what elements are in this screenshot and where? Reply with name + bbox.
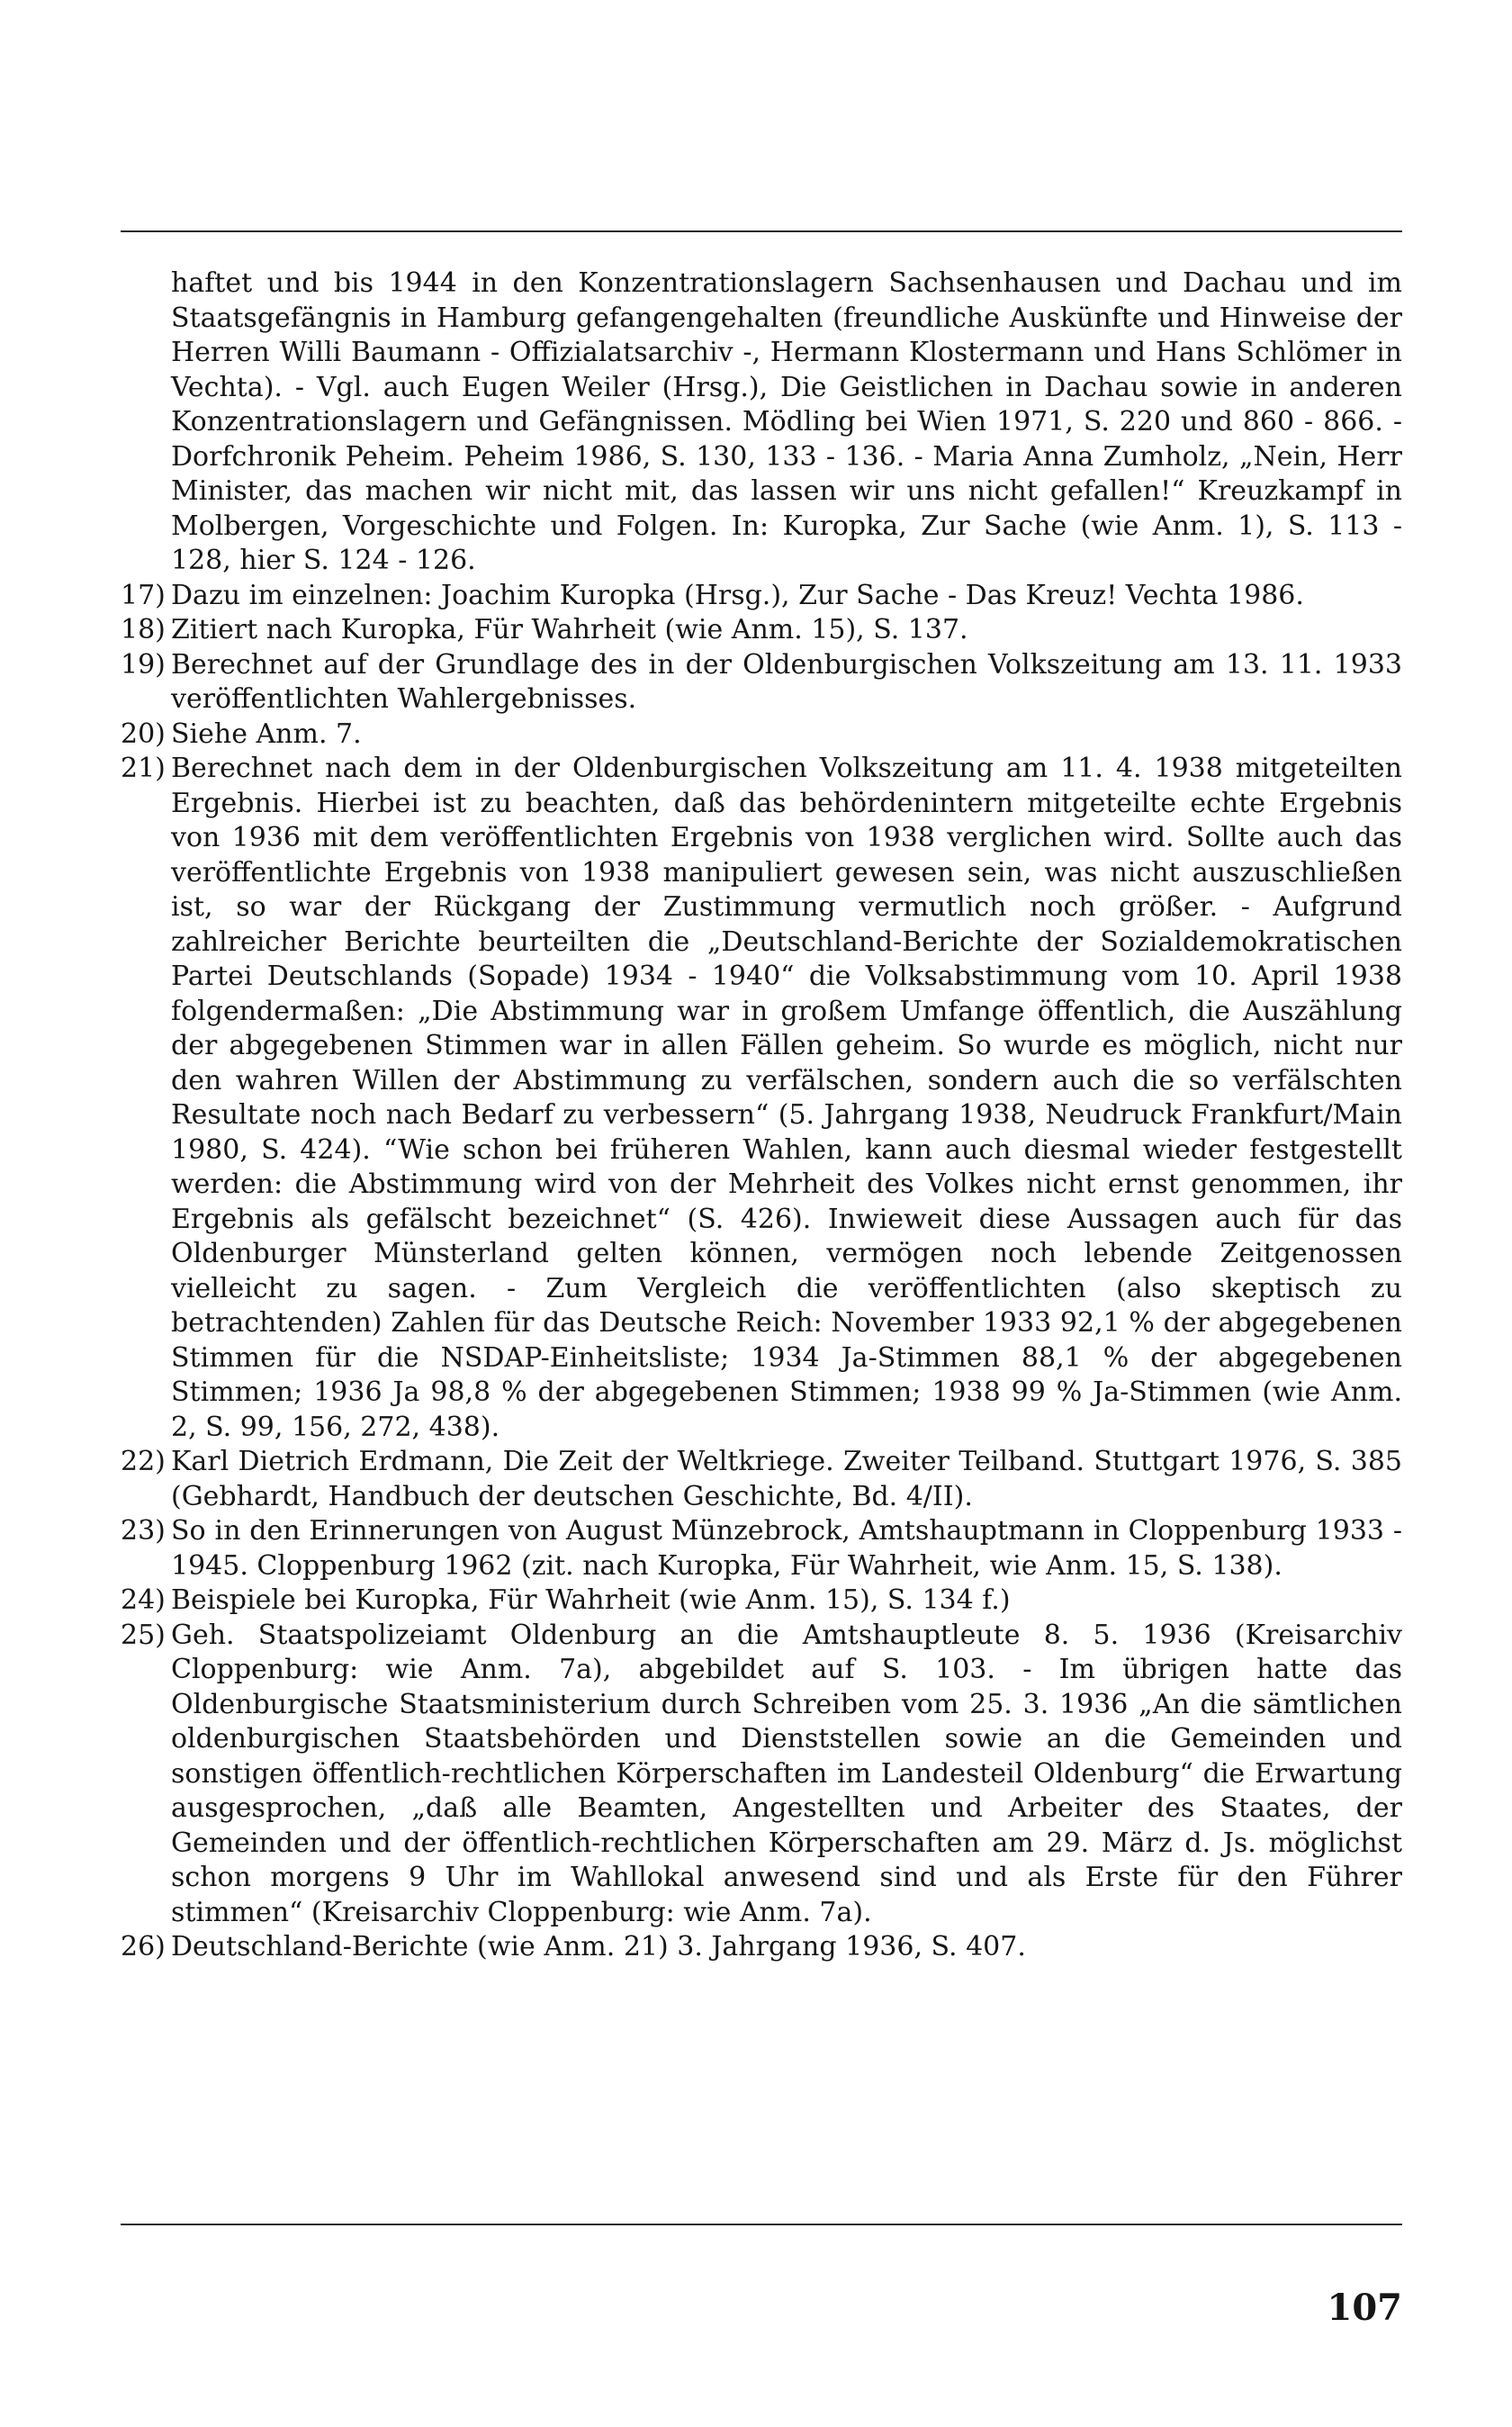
footnote-number: 23) <box>121 1515 166 1547</box>
footnote-number: 24) <box>121 1584 166 1616</box>
footnote-number: 17) <box>121 579 166 611</box>
footnotes <box>121 266 1402 1965</box>
footnote-19 <box>121 648 1402 717</box>
footnote-text: Deutschland-Berichte (wie Anm. 21) 3. Jahrgang 1936, S. 407. <box>171 1931 1026 1962</box>
footnote-21 <box>121 752 1402 1445</box>
footnote-number: 19) <box>121 648 166 681</box>
footnote-number: 26) <box>121 1931 166 1962</box>
footnote-number: 18) <box>121 614 166 645</box>
footnote-26 <box>121 1930 1402 1965</box>
footnote-text: Beispiele bei Kuropka, Für Wahrheit (wie Anm. 15), S. 134 f.) <box>171 1584 1011 1616</box>
footnote-number: 25) <box>121 1619 166 1651</box>
footnote-17 <box>121 579 1402 614</box>
footnote-23 <box>121 1514 1402 1583</box>
footnote-text: Zitiert nach Kuropka, Für Wahrheit (wie Anm. 15), S. 137. <box>171 614 968 645</box>
footnote-text: Karl Dietrich Erdmann, Die Zeit der Weltkriege. Zweiter Teilband. Stuttgart 1976, S. 385 (Gebhardt, Handbuch der deutschen Geschichte, Bd. 4/II). <box>171 1446 1402 1512</box>
bottom-rule <box>121 2224 1402 2225</box>
footnote-24 <box>121 1583 1402 1619</box>
footnote-number: 21) <box>121 753 166 784</box>
footnote-text: haftet und bis 1944 in den Konzentrationslagern Sachsenhausen und Dachau und im Staatsgefängnis in Hamburg gefangengehalten (freundliche Auskünfte und Hinweise der Herren Willi Baumann - Offizialatsarchiv -, Hermann Klostermann und Hans Schlömer in Vechta). - Vgl. auch Eugen Weiler (Hrsg.), Die Geistlichen in Dachau sowie in anderen Konzentrationslagern und Gefängnissen. Mödling bei Wien 1971, S. 220 und 860 - 866. - Dorfchronik Peheim. Peheim 1986, S. 130, 133 - 136. - Maria Anna Zumholz, „Nein, Herr Minister, das machen wir nicht mit, das lassen wir uns nicht gefallen!“ Kreuzkampf in Molbergen, Vorgeschichte und Folgen. In: Kuropka, Zur Sache (wie Anm. 1), S. 113 - 128, hier S. 124 - 126. <box>171 267 1402 576</box>
footnote-number: 22) <box>121 1446 166 1477</box>
footnote-25 <box>121 1619 1402 1931</box>
footnote-20 <box>121 717 1402 753</box>
footnote-text: Berechnet nach dem in der Oldenburgischen Volkszeitung am 11. 4. 1938 mitgeteilten Ergebnis. Hierbei ist zu beachten, daß das behördenintern mitgeteilte echte Ergebnis von 1936 mit dem veröffentlichten Ergebnis von 1938 verglichen wird. Sollte auch das veröffentlichte Ergebnis von 1938 manipuliert gewesen sein, was nicht auszuschließen ist, so war der Rückgang der Zustimmung vermutlich noch größer. - Aufgrund zahlreicher Berichte beurteilten die „Deutschland-Berichte der Sozialdemokratischen Partei Deutschlands (Sopade) 1934 - 1940“ die Volksabstimmung vom 10. April 1938 folgendermaßen: „Die Abstimmung war in großem Umfange öffentlich, die Auszählung der abgegebenen Stimmen war in allen Fällen geheim. So wurde es möglich, nicht nur den wahren Willen der Abstimmung zu verfälschen, sondern auch die so verfälschten Resultate noch nach Bedarf zu verbessern“ (5. Jahrgang 1938, Neudruck Frankfurt/Main 1980, S. 424). “Wie schon bei früheren Wahlen, kann auch diesmal wieder festgestellt werden: die Abstimmung wird von der Mehrheit des Volkes nicht ernst genommen, ihr Ergebnis als gefälscht bezeichnet“ (S. 426). Inwieweit diese Aussagen auch für das Oldenburger Münsterland gelten können, vermögen noch lebende Zeitgenossen vielleicht zu sagen. - Zum Vergleich die veröffentlichten (also skeptisch zu betrachtenden) Zahlen für das Deutsche Reich: November 1933 92,1 % der abgegebenen Stimmen für die NSDAP-Einheitsliste; 1934 Ja-Stimmen 88,1 % der abgegebenen Stimmen; 1936 Ja 98,8 % der abgegebenen Stimmen; 1938 99 % Ja-Stimmen (wie Anm. 2, S. 99, 156, 272, 438). <box>171 753 1402 1443</box>
footnote-text: So in den Erinnerungen von August Münzebrock, Amtshauptmann in Cloppenburg 1933 - 1945. Cloppenburg 1962 (zit. nach Kuropka, Für Wahrheit, wie Anm. 15, S. 138). <box>171 1515 1402 1582</box>
top-rule <box>121 230 1402 232</box>
footnote-18 <box>121 613 1402 648</box>
footnote-number: 20) <box>121 717 166 750</box>
footnote-text: Geh. Staatspolizeiamt Oldenburg an die Amtshauptleute 8. 5. 1936 (Kreisarchiv Cloppenburg: wie Anm. 7a), abgebildet auf S. 103. - Im übrigen hatte das Oldenburgische Staatsministerium durch Schreiben vom 25. 3. 1936 „An die sämtlichen oldenburgischen Staatsbehörden und Dienststellen sowie an die Gemeinden und sonstigen öffentlich-rechtlichen Körperschaften im Landesteil Oldenburg“ die Erwartung ausgesprochen, „daß alle Beamten, Angestellten und Arbeiter des Staates, der Gemeinden und der öffentlich-rechtlichen Körperschaften am 29. März d. Js. möglichst schon morgens 9 Uhr im Wahllokal anwesend sind und als Erste für den Führer stimmen“ (Kreisarchiv Cloppenburg: wie Anm. 7a). <box>171 1619 1402 1928</box>
footnote-text: Dazu im einzelnen: Joachim Kuropka (Hrsg.), Zur Sache - Das Kreuz! Vechta 1986. <box>171 579 1304 611</box>
footnote-text: Berechnet auf der Grundlage des in der Oldenburgischen Volkszeitung am 13. 11. 1933 veröffentlichten Wahlergebnisses. <box>171 648 1402 715</box>
footnote-text: Siehe Anm. 7. <box>171 717 362 750</box>
page-number: 107 <box>1327 2287 1402 2329</box>
footnote-continuation <box>121 266 1402 579</box>
footnote-22 <box>121 1445 1402 1514</box>
